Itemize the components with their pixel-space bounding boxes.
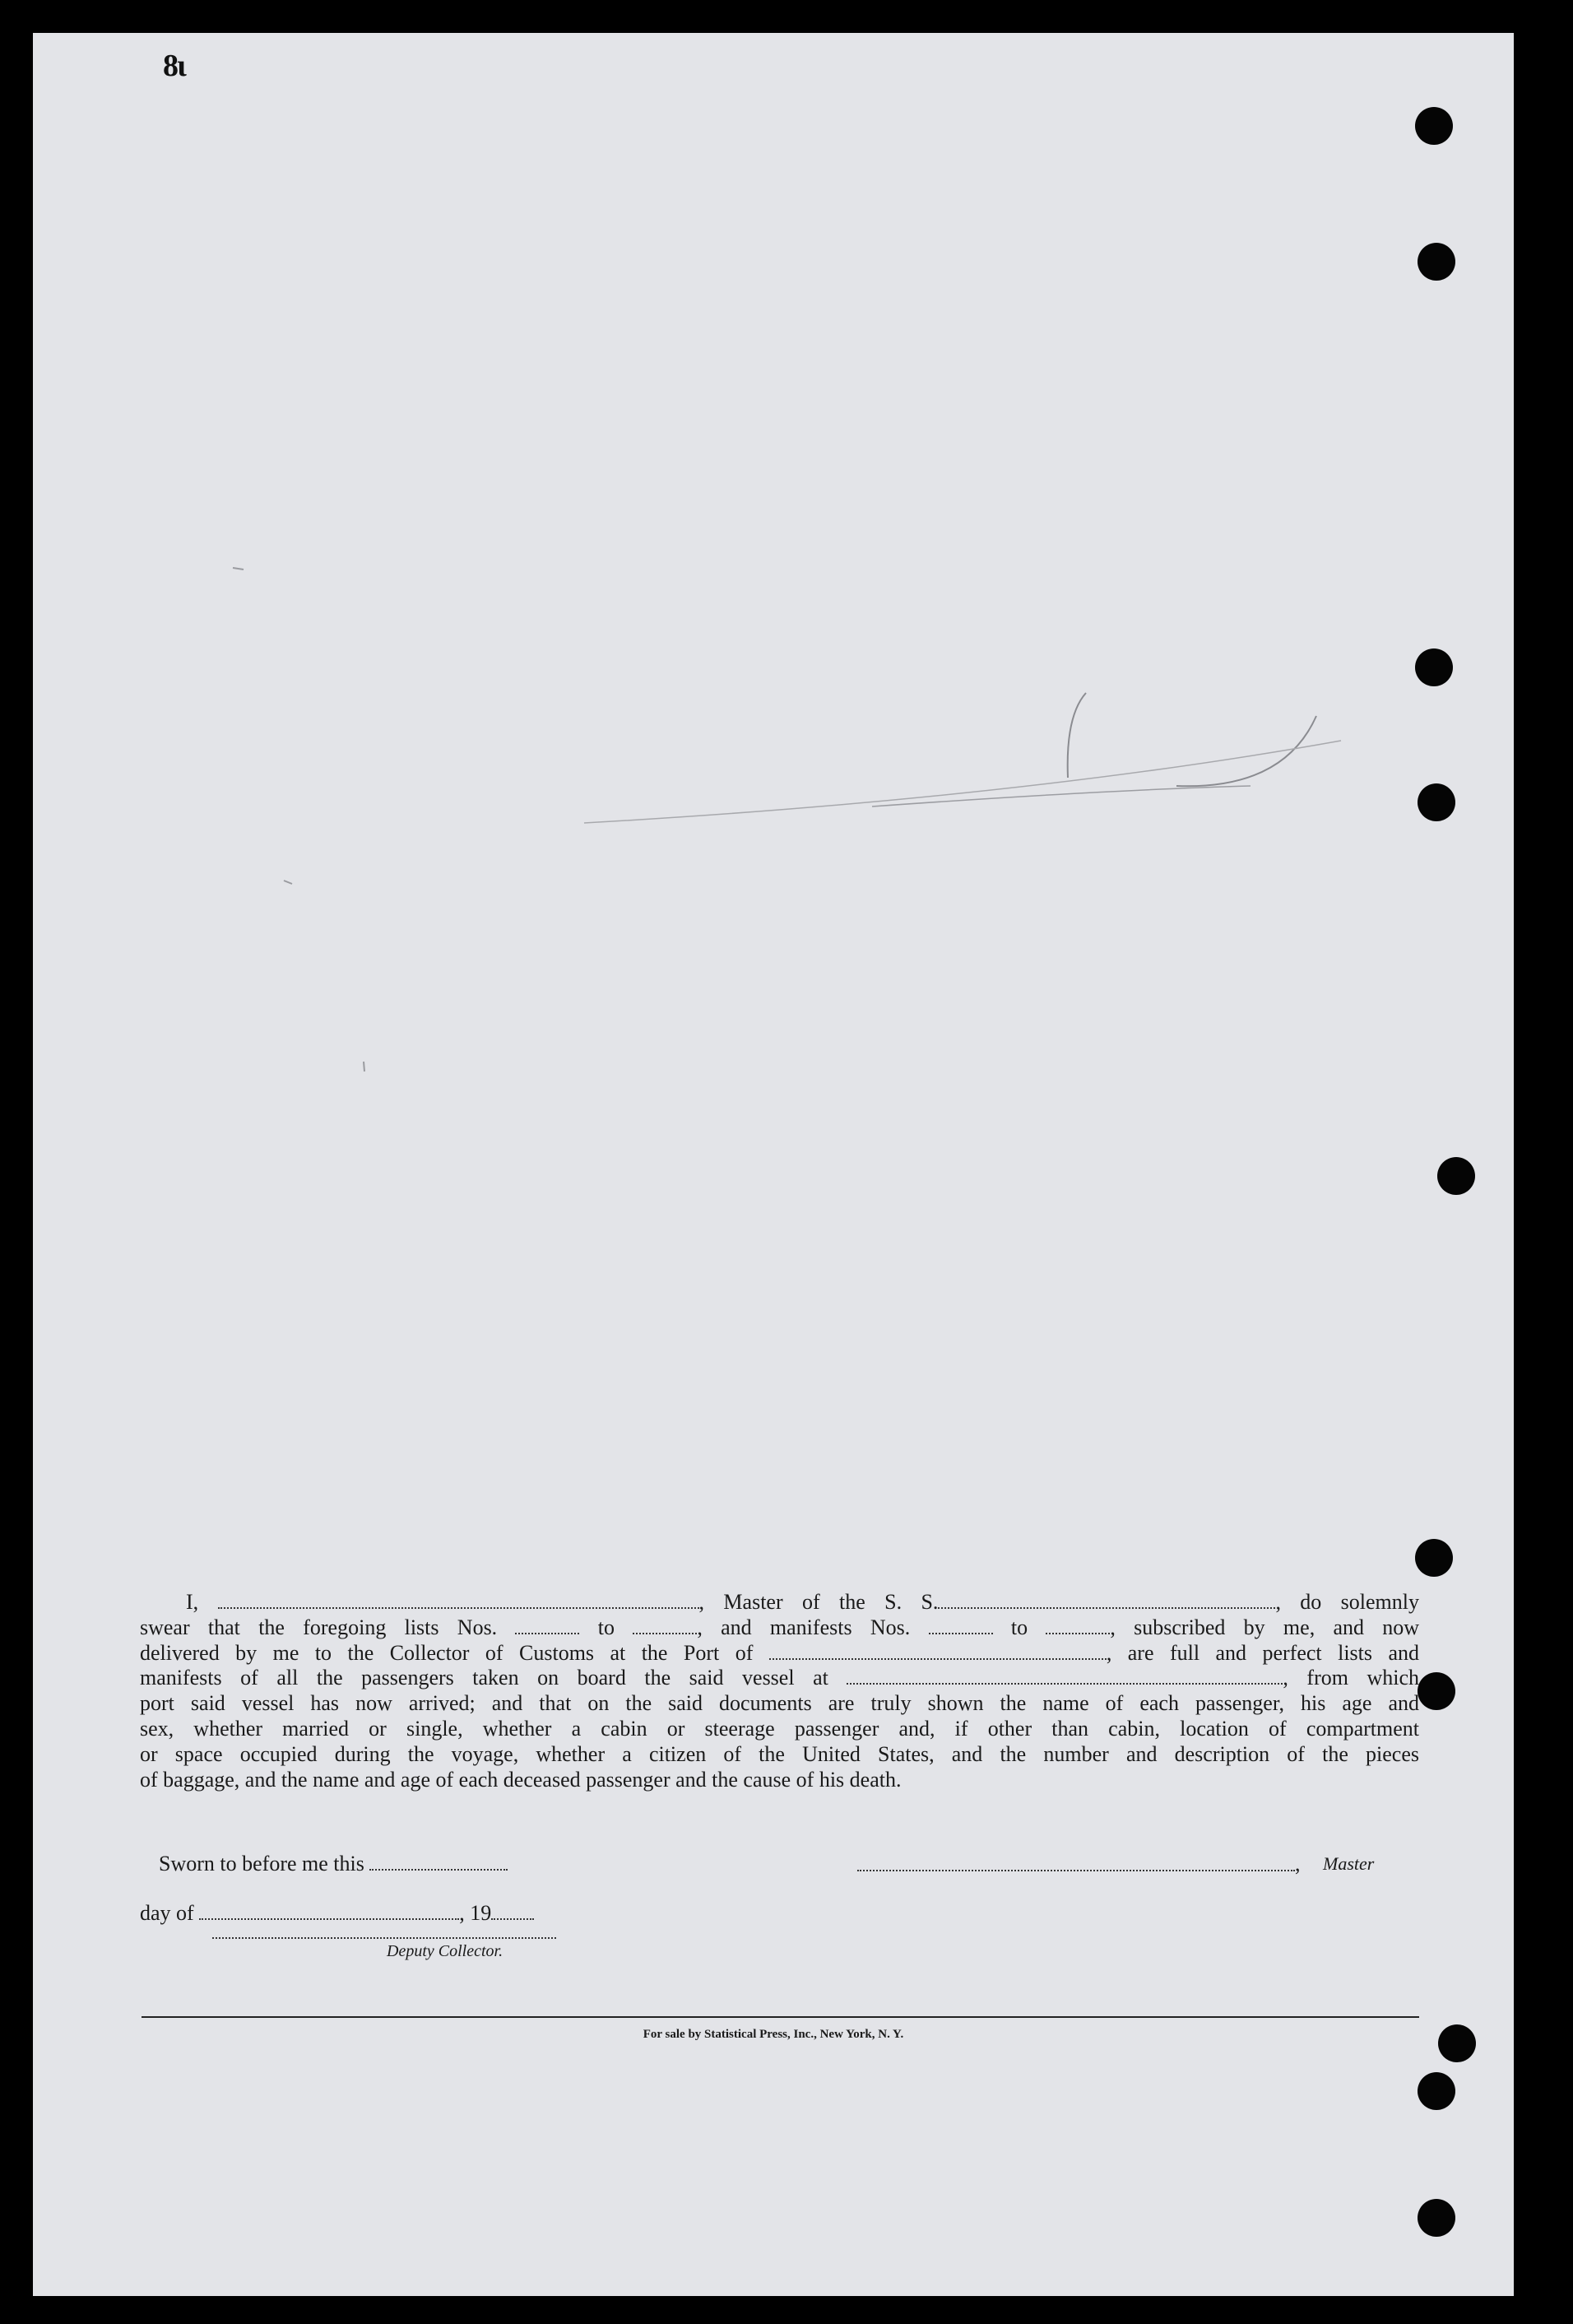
master-signature-line[interactable] — [857, 1870, 1295, 1871]
punch-hole — [1418, 243, 1455, 281]
lists-from-blank[interactable] — [515, 1618, 579, 1634]
manifest-page: 8ɩ I, , Master of the S. S. , do solemnly swear that the foregoing lists Nos. to , and manifests Nos. to , subscribed by me, and now delivered by me to the Collector of Customs at the Port of , are full and perfect lists and manifests of all the passengers taken on board the said vessel at , from which port said vessel has now arrived; and that on the said documents are truly shown the name of each passenger, his age and sex, whether married or single, whether a cabin or steerage passenger and, if other than cabin, location of compartment or space occupied during the voyage, whether a citizen of the United States, and the number and description of the pieces of baggage, and the name and age of each deceased passenger and the cause of his death. Sworn to before me this , Master day of , 19 Deputy Collector. For sale by Statistical Press, Inc., New York, N. Y. — [33, 33, 1514, 2296]
master-label: Master — [1323, 1853, 1375, 1874]
punch-hole — [1418, 1672, 1455, 1710]
departure-port-blank[interactable] — [847, 1668, 1283, 1685]
oath-paragraph — [140, 1590, 1419, 1792]
oath-line: port said vessel has now arrived; and that on the said documents are truly shown the name of each passenger, his age and — [140, 1691, 1419, 1716]
punch-hole — [1415, 1539, 1453, 1577]
punch-hole — [1437, 1157, 1475, 1195]
manifests-from-blank[interactable] — [929, 1618, 993, 1634]
oath-line: of baggage, and the name and age of each deceased passenger and the cause of his death. — [140, 1767, 902, 1792]
punch-hole — [1415, 648, 1453, 686]
punch-hole — [1418, 783, 1455, 821]
punch-hole — [1418, 2199, 1455, 2237]
sworn-date-blank[interactable] — [369, 1854, 508, 1871]
master-name-blank[interactable] — [218, 1592, 699, 1609]
oath-line: delivered by me to the Collector of Customs at the Port of , are full and perfect lists and — [140, 1640, 1419, 1665]
oath-line: sex, whether married or single, whether a cabin or steerage passenger and, if other than cabin, location of compartment — [140, 1716, 1419, 1741]
lists-to-blank[interactable] — [633, 1618, 697, 1634]
punch-hole — [1418, 2072, 1455, 2110]
sworn-statement: Sworn to before me this — [159, 1852, 508, 1876]
punch-hole — [1415, 107, 1453, 145]
ship-name-blank[interactable] — [938, 1592, 1275, 1609]
footer-rule — [142, 2016, 1419, 2018]
oath-line: or space occupied during the voyage, whether a citizen of the United States, and the number and description of the pieces — [140, 1741, 1419, 1766]
port-blank[interactable] — [769, 1643, 1107, 1660]
handwritten-page-number: 8ɩ — [163, 49, 185, 83]
oath-line: I, , Master of the S. S. , do solemnly — [186, 1590, 1420, 1614]
manifests-to-blank[interactable] — [1046, 1618, 1110, 1634]
oath-line: manifests of all the passengers taken on board the said vessel at , from which — [140, 1666, 1420, 1690]
deputy-collector-label: Deputy Collector. — [387, 1942, 503, 1960]
year-blank[interactable] — [491, 1903, 534, 1920]
day-of-month-blank[interactable] — [199, 1903, 459, 1920]
oath-line: swear that the foregoing lists Nos. to , and manifests Nos. to , subscribed by me, and now — [140, 1615, 1420, 1639]
deputy-signature-line[interactable] — [212, 1937, 556, 1939]
day-of-line: day of , 19 — [140, 1901, 534, 1926]
bleed-through-marks — [33, 33, 1514, 2296]
printer-imprint: For sale by Statistical Press, Inc., New York, N. Y. — [643, 2028, 904, 2041]
